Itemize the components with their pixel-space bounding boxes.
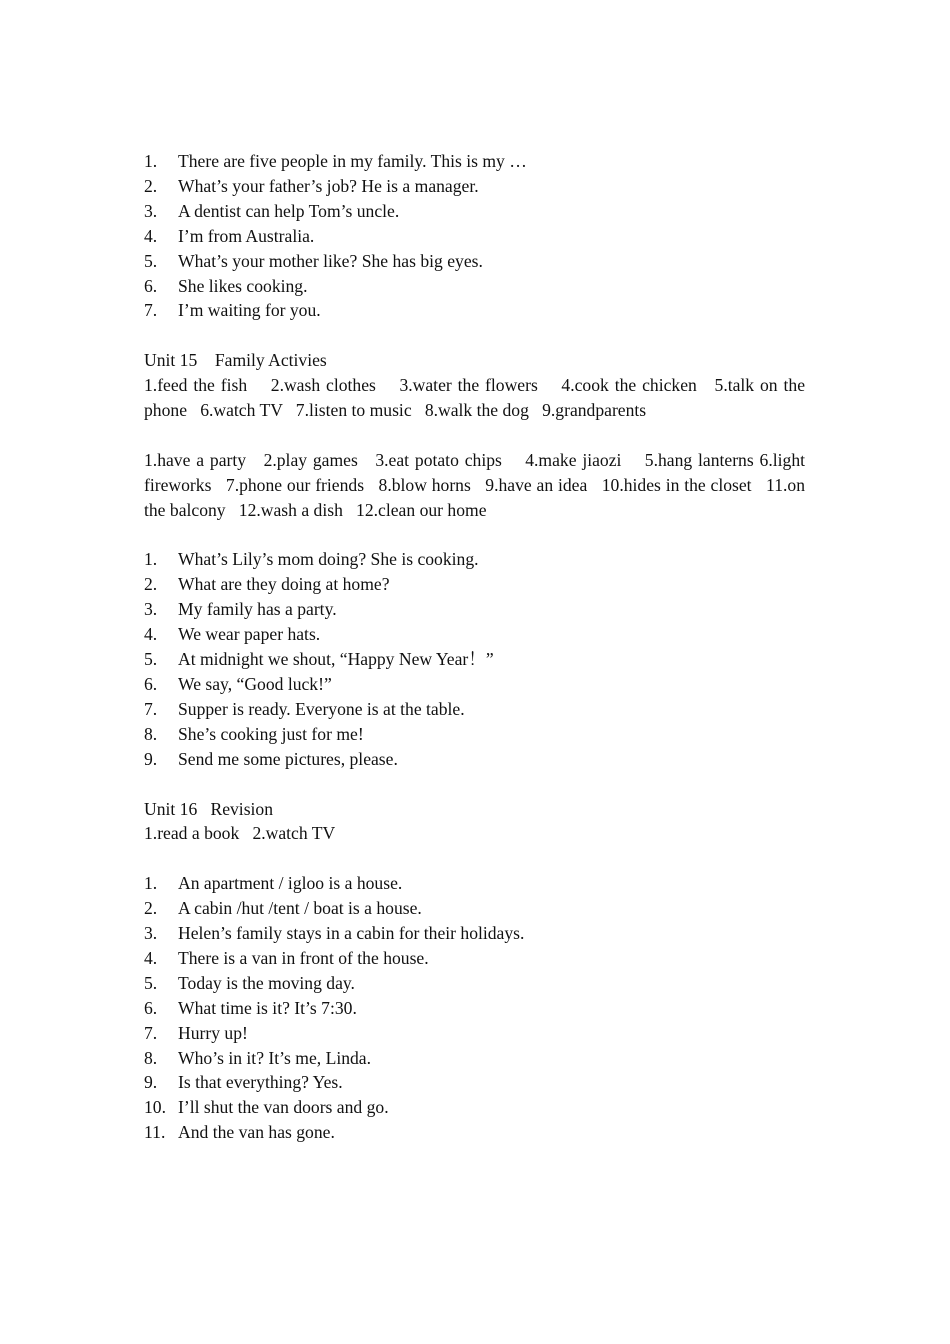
item-number: 5. [144,972,158,993]
item-text: We say, “Good luck!” [178,673,332,694]
list-item [144,622,805,647]
list-item [144,224,805,249]
item-number: 4. [144,624,158,645]
item-text: I’m waiting for you. [178,300,321,321]
item-text: A dentist can help Tom’s uncle. [178,200,400,221]
item-text: What are they doing at home? [178,574,390,595]
item-number: 7. [144,300,158,321]
item-number: 9. [144,1072,158,1093]
list-item [144,249,805,274]
item-text: At midnight we shout, “Happy New Year！” [178,649,494,670]
list-item [144,1021,805,1046]
item-text: Supper is ready. Everyone is at the table. [178,698,465,719]
item-text: And the van has gone. [178,1122,335,1143]
list-item [144,747,805,772]
list-item [144,149,805,174]
item-text: We wear paper hats. [178,624,321,645]
list-item [144,597,805,622]
spacer [144,423,805,448]
spacer [144,523,805,548]
item-number: 3. [144,923,158,944]
item-text: Is that everything? Yes. [178,1072,343,1093]
item-text: Hurry up! [178,1022,248,1043]
item-number: 2. [144,898,158,919]
item-number: 8. [144,1047,158,1068]
list-item [144,174,805,199]
item-number: 4. [144,947,158,968]
item-number: 7. [144,698,158,719]
item-number: 2. [144,175,158,196]
item-text: An apartment / igloo is a house. [178,873,403,894]
item-text: My family has a party. [178,599,337,620]
item-text: She likes cooking. [178,275,308,296]
item-number: 6. [144,997,158,1018]
document-page [144,149,810,1145]
item-number: 1. [144,151,158,171]
item-number: 8. [144,723,158,744]
item-text: What time is it? It’s 7:30. [178,997,357,1018]
list-item [144,921,805,946]
item-text: Who’s in it? It’s me, Linda. [178,1047,372,1068]
item-number: 5. [144,250,158,271]
item-text: What’s your mother like? She has big eyes. [178,250,483,271]
spacer [144,323,805,348]
item-text: A cabin /hut /tent / boat is a house. [178,898,422,919]
item-text: Helen’s family stays in a cabin for their holidays. [178,923,525,944]
item-number: 9. [144,748,158,769]
sentence-list-3 [144,871,805,1145]
spacer [144,772,805,797]
list-item [144,672,805,697]
unit-15-phrases-1: 1.feed the fish 2.wash clothes 3.water the flowers 4.cook the chicken 5.talk on the phone 6.watch TV 7.listen to music 8.walk the dog 9.grandparents [144,375,810,421]
unit-16-phrases: 1.read a book 2.watch TV [144,823,336,844]
list-item [144,722,805,747]
list-item [144,298,805,323]
item-text: Send me some pictures, please. [178,748,398,769]
list-item [144,971,805,996]
list-item [144,896,805,921]
list-item [144,274,805,299]
item-text: What’s your father’s job? He is a manager. [178,175,479,196]
sentence-list-2 [144,547,805,771]
list-item [144,572,805,597]
item-text: There is a van in front of the house. [178,947,429,968]
item-number: 1. [144,873,158,894]
item-number: 4. [144,225,158,246]
list-item [144,1070,805,1095]
item-text: There are five people in my family. This is my … [178,151,527,171]
item-text: I’ll shut the van doors and go. [178,1097,389,1118]
item-number: 6. [144,275,158,296]
item-number: 1. [144,549,158,570]
item-number: 6. [144,673,158,694]
list-item [144,946,805,971]
list-item [144,1095,805,1120]
list-item [144,697,805,722]
list-item [144,547,805,572]
item-number: 5. [144,649,158,670]
list-item [144,1046,805,1071]
list-item [144,1120,805,1145]
item-text: Today is the moving day. [178,972,355,993]
list-item [144,871,805,896]
item-number: 3. [144,599,158,620]
spacer [144,846,805,871]
unit-16-heading: Unit 16 Revision [144,798,274,819]
list-item [144,996,805,1021]
list-item [144,647,805,672]
item-text: I’m from Australia. [178,225,315,246]
item-number: 11. [144,1122,166,1143]
item-text: She’s cooking just for me! [178,723,364,744]
item-text: What’s Lily’s mom doing? She is cooking. [178,549,479,570]
unit-15-phrases-2: 1.have a party 2.play games 3.eat potato chips 4.make jiaozi 5.hang lanterns 6.light fireworks 7.phone our friends 8.blow horns 9.have an idea 10.hides in the closet 11.on the balcony 12.wash a dish 12.clean our home [144,449,810,520]
unit-15-heading: Unit 15 Family Activies [144,350,327,371]
item-number: 3. [144,200,158,221]
item-number: 2. [144,574,158,595]
item-number: 10. [144,1097,166,1118]
item-number: 7. [144,1022,158,1043]
list-item [144,199,805,224]
sentence-list-1 [144,149,805,323]
